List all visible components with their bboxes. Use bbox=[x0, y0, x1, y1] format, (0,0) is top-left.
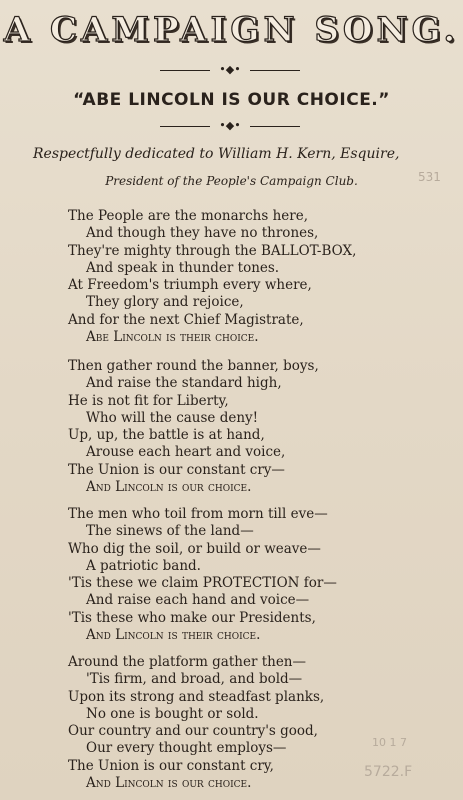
verse-line: 'Tis firm, and broad, and bold— bbox=[86, 671, 303, 688]
stanza bbox=[68, 506, 337, 644]
song-subtitle: “ABE LINCOLN IS OUR CHOICE.” bbox=[73, 90, 390, 110]
stanza bbox=[68, 358, 319, 496]
song-title: A CAMPAIGN SONG. bbox=[3, 10, 460, 50]
ornament-divider-bottom bbox=[160, 119, 300, 132]
verse-line: Arouse each heart and voice, bbox=[86, 444, 286, 461]
divider-line-right bbox=[250, 126, 300, 127]
verse-line: Up, up, the battle is at hand, bbox=[68, 427, 265, 444]
verse-line: Who will the cause deny! bbox=[86, 409, 259, 426]
verse-line: They're mighty through the BALLOT-BOX, bbox=[68, 242, 357, 259]
verse-line: A patriotic band. bbox=[86, 557, 201, 574]
refrain-line: Abe Lincoln is their choice. bbox=[86, 329, 259, 346]
verse-line: And raise each hand and voice— bbox=[86, 592, 310, 609]
verse-line: The men who toil from morn till eve— bbox=[68, 506, 328, 522]
ornament-icon: •◆• bbox=[219, 119, 241, 132]
ornament-divider-top bbox=[160, 63, 300, 76]
verse-line: Our every thought employs— bbox=[86, 740, 287, 757]
verse-line: No one is bought or sold. bbox=[86, 705, 259, 722]
stanza bbox=[68, 208, 356, 346]
refrain-line: And Lincoln is their choice. bbox=[86, 627, 261, 644]
refrain-line: And Lincoln is our choice. bbox=[86, 479, 252, 496]
verse-line: The Union is our constant cry, bbox=[68, 757, 274, 774]
verse-line: And though they have no thrones, bbox=[86, 225, 319, 242]
pencil-date-note: 10 1 7 bbox=[372, 736, 407, 749]
verse-line: Around the platform gather then— bbox=[68, 654, 307, 670]
divider-line-left bbox=[160, 126, 210, 127]
verse-line: Our country and our country's good, bbox=[68, 723, 318, 740]
divider-line-left bbox=[160, 70, 210, 71]
refrain-line: And Lincoln is our choice. bbox=[86, 775, 252, 792]
verse-line: 'Tis these we claim PROTECTION for— bbox=[68, 575, 337, 592]
dedication-line: Respectfully dedicated to William H. Kern, Esquire, bbox=[33, 146, 400, 162]
verse-line: He is not fit for Liberty, bbox=[68, 392, 229, 409]
divider-line-right bbox=[250, 70, 300, 71]
verse-line: The Union is our constant cry— bbox=[68, 461, 285, 478]
verse-line: Who dig the soil, or build or weave— bbox=[68, 540, 321, 557]
verse-line: Then gather round the banner, boys, bbox=[68, 358, 319, 374]
verse-line: The sinews of the land— bbox=[86, 523, 254, 540]
verse-line: And for the next Chief Magistrate, bbox=[68, 311, 304, 328]
ornament-icon: •◆• bbox=[219, 63, 241, 76]
president-line: President of the People's Campaign Club. bbox=[105, 174, 358, 188]
pencil-page-number: 531 bbox=[418, 170, 441, 184]
verse-line: And raise the standard high, bbox=[86, 375, 282, 392]
pencil-catalog-number: 5722.F bbox=[364, 764, 413, 780]
verse-line: They glory and rejoice, bbox=[86, 294, 244, 311]
verse-line: And speak in thunder tones. bbox=[86, 259, 280, 276]
verse-line: At Freedom's triumph every where, bbox=[68, 277, 312, 294]
verse-line: The People are the monarchs here, bbox=[68, 208, 309, 224]
verse-line: 'Tis these who make our Presidents, bbox=[68, 609, 316, 626]
stanza bbox=[68, 654, 324, 792]
verse-line: Upon its strong and steadfast planks, bbox=[68, 688, 325, 705]
